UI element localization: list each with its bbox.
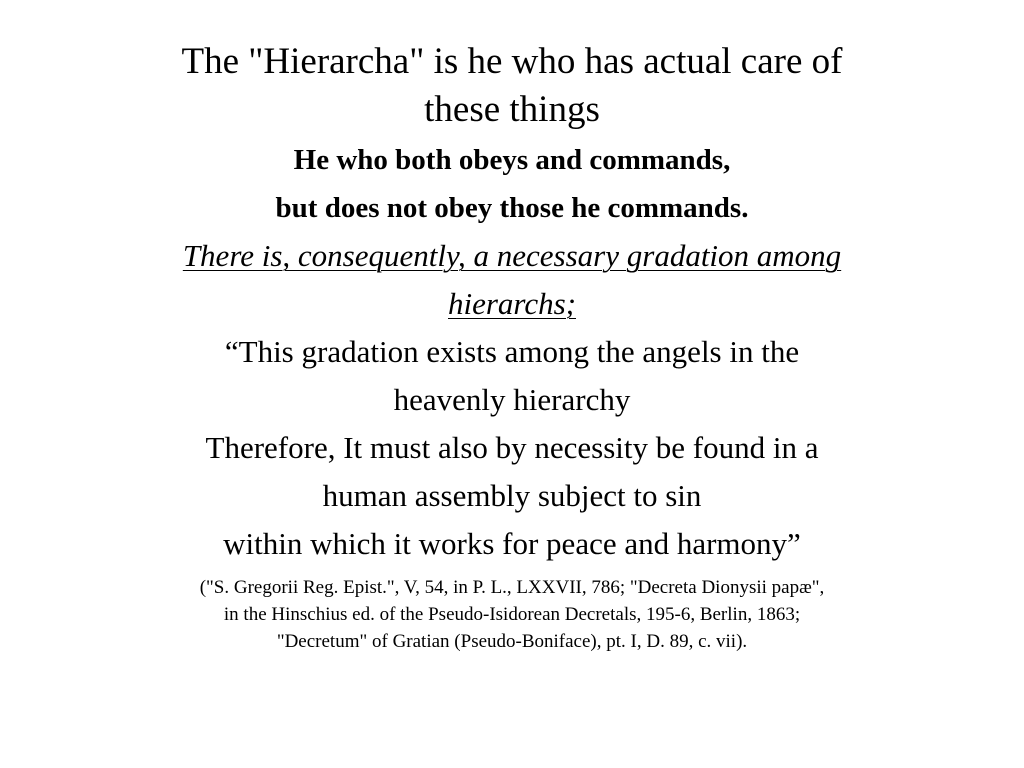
citation-line-3: "Decretum" of Gratian (Pseudo-Boniface), pt. I, D. 89, c. vii).	[276, 631, 748, 652]
quote-line-3: Therefore, It must also by necessity be found in a	[205, 430, 819, 465]
italic-statement-line-2: hierarchs;	[448, 286, 576, 321]
quote-line-2: heavenly hierarchy	[393, 382, 631, 417]
citation-line-2: in the Hinschius ed. of the Pseudo-Isidorean Decretals, 195-6, Berlin, 1863;	[223, 604, 801, 625]
quote-line-4: human assembly subject to sin	[322, 478, 702, 513]
slide-body	[60, 136, 964, 655]
title-line-2: these things	[424, 89, 600, 130]
citation	[60, 574, 964, 655]
citation-line-1: ("S. Gregorii Reg. Epist.", V, 54, in P. L., LXXVII, 786; "Decreta Dionysii papæ",	[199, 577, 825, 598]
slide-title	[60, 38, 964, 134]
quote-line-1: “This gradation exists among the angels in the	[224, 334, 800, 369]
title-line-1: The "Hierarcha" is he who has actual care of	[181, 41, 843, 82]
bold-statement-line-1: He who both obeys and commands,	[293, 144, 731, 176]
quote-line-5: within which it works for peace and harmony”	[223, 526, 801, 561]
italic-statement-line-1: There is, consequently, a necessary gradation among	[182, 238, 842, 273]
bold-statement-line-2: but does not obey those he commands.	[275, 192, 749, 224]
